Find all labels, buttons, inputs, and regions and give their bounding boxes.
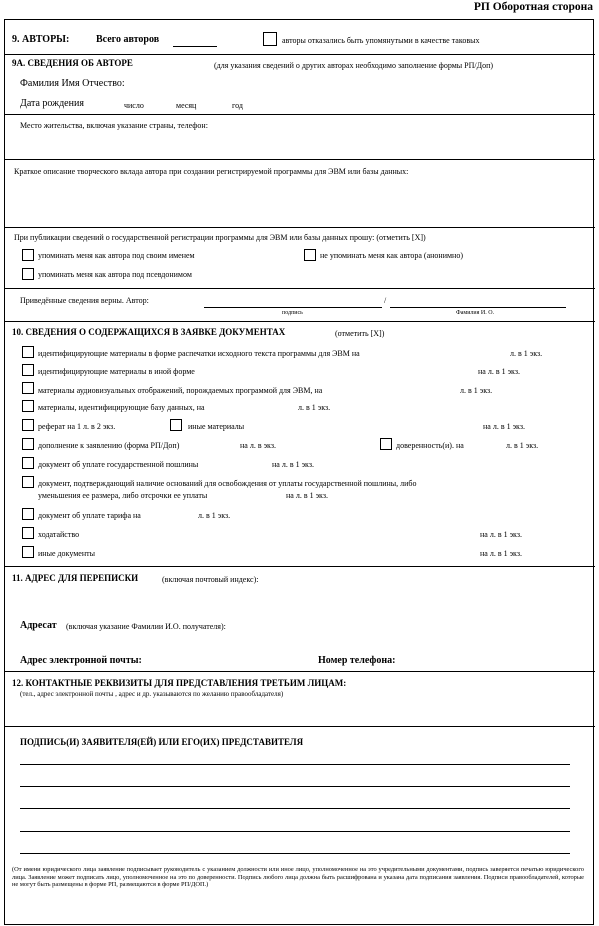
opt-anonymous-checkbox[interactable] — [304, 249, 316, 261]
signature-sublabel: подпись — [282, 310, 303, 316]
opt-pseudonym-label: упоминать меня как автора под псевдонимом — [38, 270, 192, 279]
author-name-label: Фамилия Имя Отчество: — [20, 78, 125, 89]
author-signature-field[interactable] — [204, 307, 382, 308]
doc-fee-exemption-label-line2: уменьшения ее размера, либо отсрочки ее уплаты — [38, 491, 208, 500]
residence-label: Место жительства, включая указание страны, телефон: — [20, 121, 208, 130]
doc-state-fee-label: документ об уплате государственной пошлины — [38, 460, 199, 469]
doc-petition-count: на л. в 1 экз. — [480, 530, 522, 539]
doc-tariff-checkbox[interactable] — [22, 508, 34, 520]
signature-line[interactable] — [20, 808, 570, 809]
doc-other-materials-checkbox[interactable] — [170, 419, 182, 431]
doc-other-form-count: на л. в 1 экз. — [478, 367, 520, 376]
birth-year-label: год — [232, 101, 243, 110]
about-author-heading: 9А. СВЕДЕНИЯ ОБ АВТОРЕ — [12, 58, 133, 68]
divider — [4, 566, 595, 567]
contribution-label: Краткое описание творческого вклада автора при создании регистрируемой программы для ЭВМ или базы данных: — [14, 167, 409, 176]
opt-real-name-label: упоминать меня как автора под своим именем — [38, 251, 195, 260]
doc-other-form-label: идентифицирующие материалы в иной форме — [38, 367, 195, 376]
doc-audiovisual-count: л. в 1 экз. — [460, 386, 493, 395]
doc-supplement-label: дополнение к заявлению (форма РП/Доп) — [38, 441, 180, 450]
authors-total-label: Всего авторов — [96, 34, 160, 45]
doc-petition-label: ходатайство — [38, 530, 80, 539]
divider — [4, 114, 595, 115]
signature-line[interactable] — [20, 831, 570, 832]
slash-separator: / — [384, 296, 387, 305]
divider — [4, 288, 595, 289]
divider — [4, 227, 595, 228]
contacts-note: (тел., адрес электронной почты , адрес и др. указываются по желанию правообладателя) — [20, 690, 284, 698]
form-frame — [4, 19, 594, 925]
address-heading-note: (включая почтовый индекс): — [162, 575, 259, 584]
email-label: Адрес электронной почты: — [20, 655, 142, 666]
doc-audiovisual-checkbox[interactable] — [22, 382, 34, 394]
doc-fee-exemption-count: на л. в 1 экз. — [286, 491, 328, 500]
divider — [4, 321, 595, 322]
footnote: (От имени юридического лица заявление подписывает руководитель с указанием должности или иное лицо, уполномоченное на это учредительными документами, подпись заверяется печатью юридического лица. Заявление может подписать лицо, уполномоченное на это по доверенности. Подпись любого лица должна быть расшифрована и указана дата подписания заявления. Подписи правообладателей, которые не могут быть размещены в форме РП, размещаются в форме РП/ДОП.) — [12, 866, 584, 889]
authors-refused-checkbox[interactable] — [263, 32, 277, 46]
author-fio-field[interactable] — [390, 307, 566, 308]
doc-fee-exemption-checkbox[interactable] — [22, 476, 34, 488]
signature-line[interactable] — [20, 764, 570, 765]
birth-day-label: число — [124, 101, 144, 110]
doc-tariff-count: л. в 1 экз. — [198, 511, 231, 520]
address-heading: 11. АДРЕС ДЛЯ ПЕРЕПИСКИ — [12, 573, 139, 583]
doc-other-materials-label: иные материалы — [188, 422, 245, 431]
doc-power-of-attorney-count: л. в 1 экз. — [506, 441, 539, 450]
doc-state-fee-count: на л. в 1 экз. — [272, 460, 314, 469]
doc-other-documents-label: иные документы — [38, 549, 95, 558]
doc-source-code-count: л. в 1 экз. — [510, 349, 543, 358]
confirm-label: Приведённые сведения верны. Автор: — [20, 296, 149, 305]
authors-total-field[interactable] — [173, 46, 217, 47]
doc-fee-exemption-label: документ, подтверждающий наличие оснований для освобождения от уплаты государственной пошлины, либо — [38, 479, 417, 488]
phone-label: Номер телефона: — [318, 655, 396, 666]
documents-heading-note: (отметить [Х]) — [335, 329, 385, 338]
authors-heading: 9. АВТОРЫ: — [12, 34, 70, 45]
addressee-label: Адресат — [20, 620, 57, 631]
divider — [4, 671, 595, 672]
documents-heading: 10. СВЕДЕНИЯ О СОДЕРЖАЩИХСЯ В ЗАЯВКЕ ДОКУМЕНТАХ — [12, 327, 286, 337]
signature-line[interactable] — [20, 786, 570, 787]
doc-power-of-attorney-label: доверенность(и). на — [396, 441, 464, 450]
authors-refused-label: авторы отказались быть упомянутыми в качестве таковых — [282, 36, 480, 45]
doc-source-code-label: идентифицирующие материалы в форме распечатки исходного текста программы для ЭВМ на — [38, 349, 360, 358]
doc-source-code-checkbox[interactable] — [22, 346, 34, 358]
divider — [4, 726, 595, 727]
doc-database-checkbox[interactable] — [22, 400, 34, 412]
about-author-note: (для указания сведений о других авторах необходимо заполнение формы РП/Доп) — [214, 61, 494, 70]
opt-pseudonym-checkbox[interactable] — [22, 268, 34, 280]
opt-real-name-checkbox[interactable] — [22, 249, 34, 261]
signature-heading: ПОДПИСЬ(И) ЗАЯВИТЕЛЯ(ЕЙ) ИЛИ ЕГО(ИХ) ПРЕДСТАВИТЕЛЯ — [20, 737, 304, 747]
divider — [4, 159, 595, 160]
publication-label: При публикации сведений о государственной регистрации программы для ЭВМ или базы данных прошу: (отметить [Х]) — [14, 233, 426, 242]
doc-tariff-label: документ об уплате тарифа на — [38, 511, 141, 520]
doc-abstract-label: реферат на 1 л. в 2 экз. — [38, 422, 116, 431]
doc-supplement-checkbox[interactable] — [22, 438, 34, 450]
doc-power-of-attorney-checkbox[interactable] — [380, 438, 392, 450]
birth-date-label: Дата рождения — [20, 98, 84, 109]
doc-other-form-checkbox[interactable] — [22, 364, 34, 376]
doc-other-documents-checkbox[interactable] — [22, 546, 34, 558]
page-header-title: РП Оборотная сторона — [473, 1, 593, 13]
doc-abstract-checkbox[interactable] — [22, 419, 34, 431]
addressee-note: (включая указание Фамилии И.О. получателя): — [66, 622, 226, 631]
doc-other-documents-count: на л. в 1 экз. — [480, 549, 522, 558]
doc-petition-checkbox[interactable] — [22, 527, 34, 539]
doc-audiovisual-label: материалы аудиовизуальных отображений, порождаемых программой для ЭВМ, на — [38, 386, 323, 395]
birth-month-label: месяц — [176, 101, 197, 110]
divider — [4, 54, 595, 55]
doc-state-fee-checkbox[interactable] — [22, 457, 34, 469]
signature-line[interactable] — [20, 853, 570, 854]
doc-other-materials-count: на л. в 1 экз. — [483, 422, 525, 431]
opt-anonymous-label: не упоминать меня как автора (анонимно) — [320, 251, 463, 260]
doc-database-count: л. в 1 экз. — [298, 403, 331, 412]
doc-supplement-count: на л. в экз. — [240, 441, 276, 450]
contacts-heading: 12. КОНТАКТНЫЕ РЕКВИЗИТЫ ДЛЯ ПРЕДСТАВЛЕНИЯ ТРЕТЬИМ ЛИЦАМ: — [12, 678, 347, 688]
doc-database-label: материалы, идентифицирующие базу данных, на — [38, 403, 205, 412]
fio-sublabel: Фамилия И. О. — [456, 310, 495, 316]
